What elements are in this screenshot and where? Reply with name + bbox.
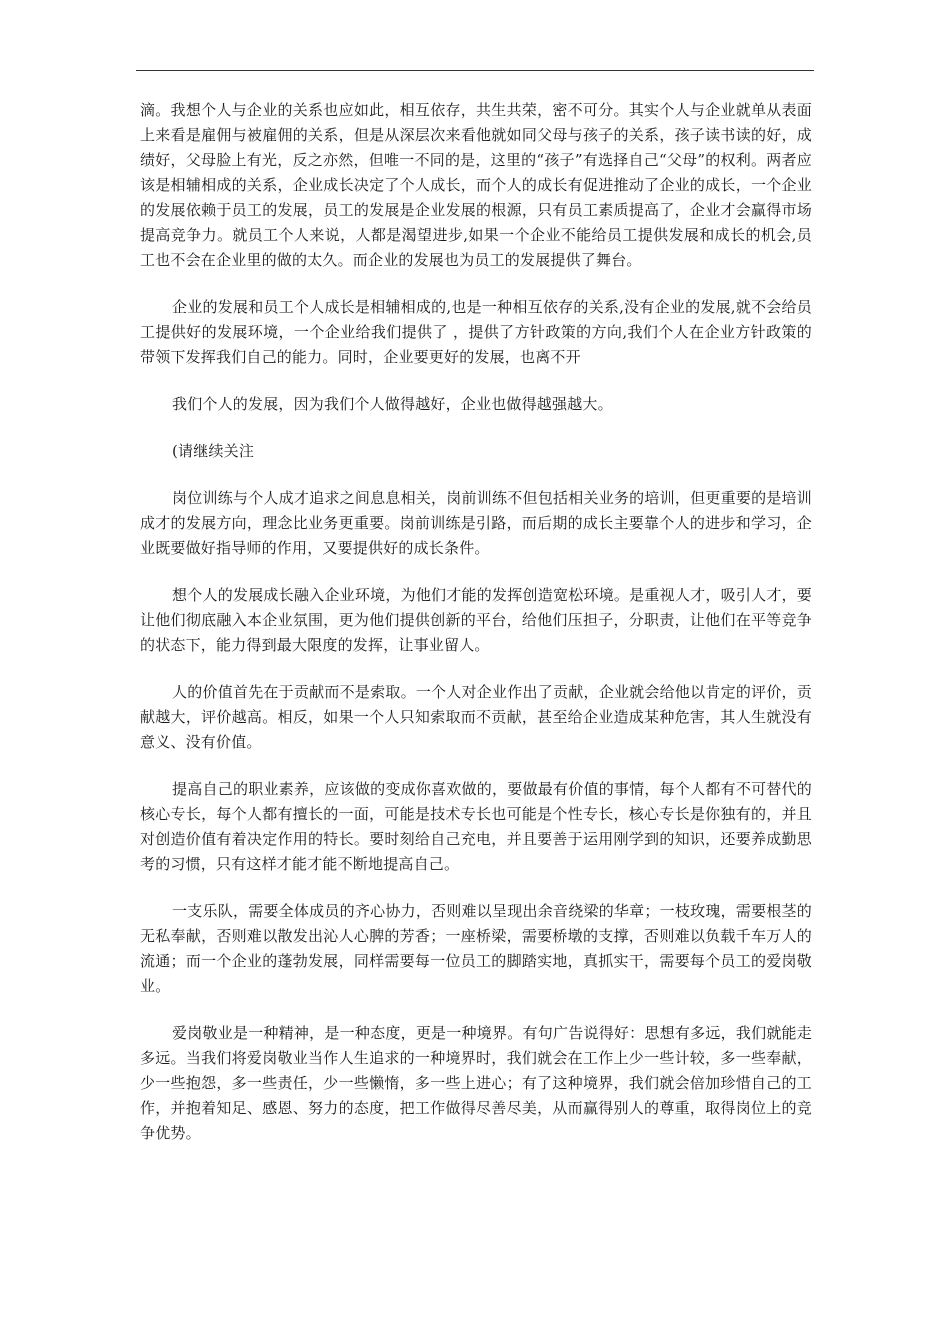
paragraph-9: 一支乐队，需要全体成员的齐心协力，否则难以呈现出余音绕梁的华章；一枝玫瑰，需要根茎的无私奉献，否则难以散发出沁人心脾的芳香；一座桥梁，需要桥墩的支撑，否则难以负载千车万人的流通；而一个企业的蓬勃发展，同样需要每一位员工的脚踏实地，真抓实干，需要每个员工的爱岗敬业。 <box>140 902 812 995</box>
paragraph-10: 爱岗敬业是一种精神，是一种态度，更是一种境界。有句广告说得好：思想有多远，我们就能走多远。当我们将爱岗敬业当作人生追求的一种境界时，我们就会在工作上少一些计较，多一些奉献，少一些抱怨，多一些责任，少一些懒惰，多一些上进心；有了这种境界，我们就会倍加珍惜自己的工作，并抱着知足、感恩、努力的态度，把工作做得尽善尽美，从而赢得别人的尊重，取得岗位上的竞争优势。 <box>140 1024 812 1142</box>
paragraph-6: 想个人的发展成长融入企业环境，为他们才能的发挥创造宽松环境。是重视人才，吸引人才，要让他们彻底融入本企业氛围，更为他们提供创新的平台，给他们压担子，分职责，让他们在平等竞争的状态下，能力得到最大限度的发挥，让事业留人。 <box>140 586 812 654</box>
paragraph-4: (请继续关注 <box>172 442 255 460</box>
paragraph-3: 我们个人的发展，因为我们个人做得越好，企业也做得越强越大。 <box>172 395 613 413</box>
document-body <box>140 98 812 1168</box>
paragraph-8: 提高自己的职业素养，应该做的变成你喜欢做的，要做最有价值的事情，每个人都有不可替代的核心专长，每个人都有擅长的一面，可能是技术专长也可能是个性专长，核心专长是你独有的，并且对创造价值有着决定作用的特长。要时刻给自己充电，并且要善于运用刚学到的知识，还要养成勤思考的习惯，只有这样才能才能不断地提高自己。 <box>140 780 812 873</box>
paragraph-2: 企业的发展和员工个人成长是相辅相成的,也是一种相互依存的关系,没有企业的发展,就不会给员工提供好的发展环境，一个企业给我们提供了 ，提供了方针政策的方向,我们个人在企业方针政策的带领下发挥我们自己的能力。同时，企业要更好的发展，也离不开 <box>140 298 812 366</box>
paragraph-1: 滴。我想个人与企业的关系也应如此，相互依存，共生共荣，密不可分。其实个人与企业就单从表面上来看是雇佣与被雇佣的关系，但是从深层次来看他就如同父母与孩子的关系，孩子读书读的好，成绩好，父母脸上有光，反之亦然，但唯一不同的是，这里的“孩子”有选择自己“父母”的权利。两者应该是相辅相成的关系，企业成长决定了个人成长，而个人的成长有促进推动了企业的成长，一个企业的发展依赖于员工的发展，员工的发展是企业发展的根源，只有员工素质提高了，企业才会赢得市场提高竞争力。就员工个人来说，人都是渴望进步,如果一个企业不能给员工提供发展和成长的机会,员工也不会在企业里的做的太久。而企业的发展也为员工的发展提供了舞台。 <box>140 101 812 269</box>
paragraph-7: 人的价值首先在于贡献而不是索取。一个人对企业作出了贡献，企业就会给他以肯定的评价，贡献越大，评价越高。相反，如果一个人只知索取而不贡献，甚至给企业造成某种危害，其人生就没有意义、没有价值。 <box>140 683 812 751</box>
header-rule <box>136 70 814 71</box>
paragraph-5: 岗位训练与个人成才追求之间息息相关，岗前训练不但包括相关业务的培训，但更重要的是培训成才的发展方向，理念比业务更重要。岗前训练是引路，而后期的成长主要靠个人的进步和学习，企业既要做好指导师的作用，又要提供好的成长条件。 <box>140 489 812 557</box>
